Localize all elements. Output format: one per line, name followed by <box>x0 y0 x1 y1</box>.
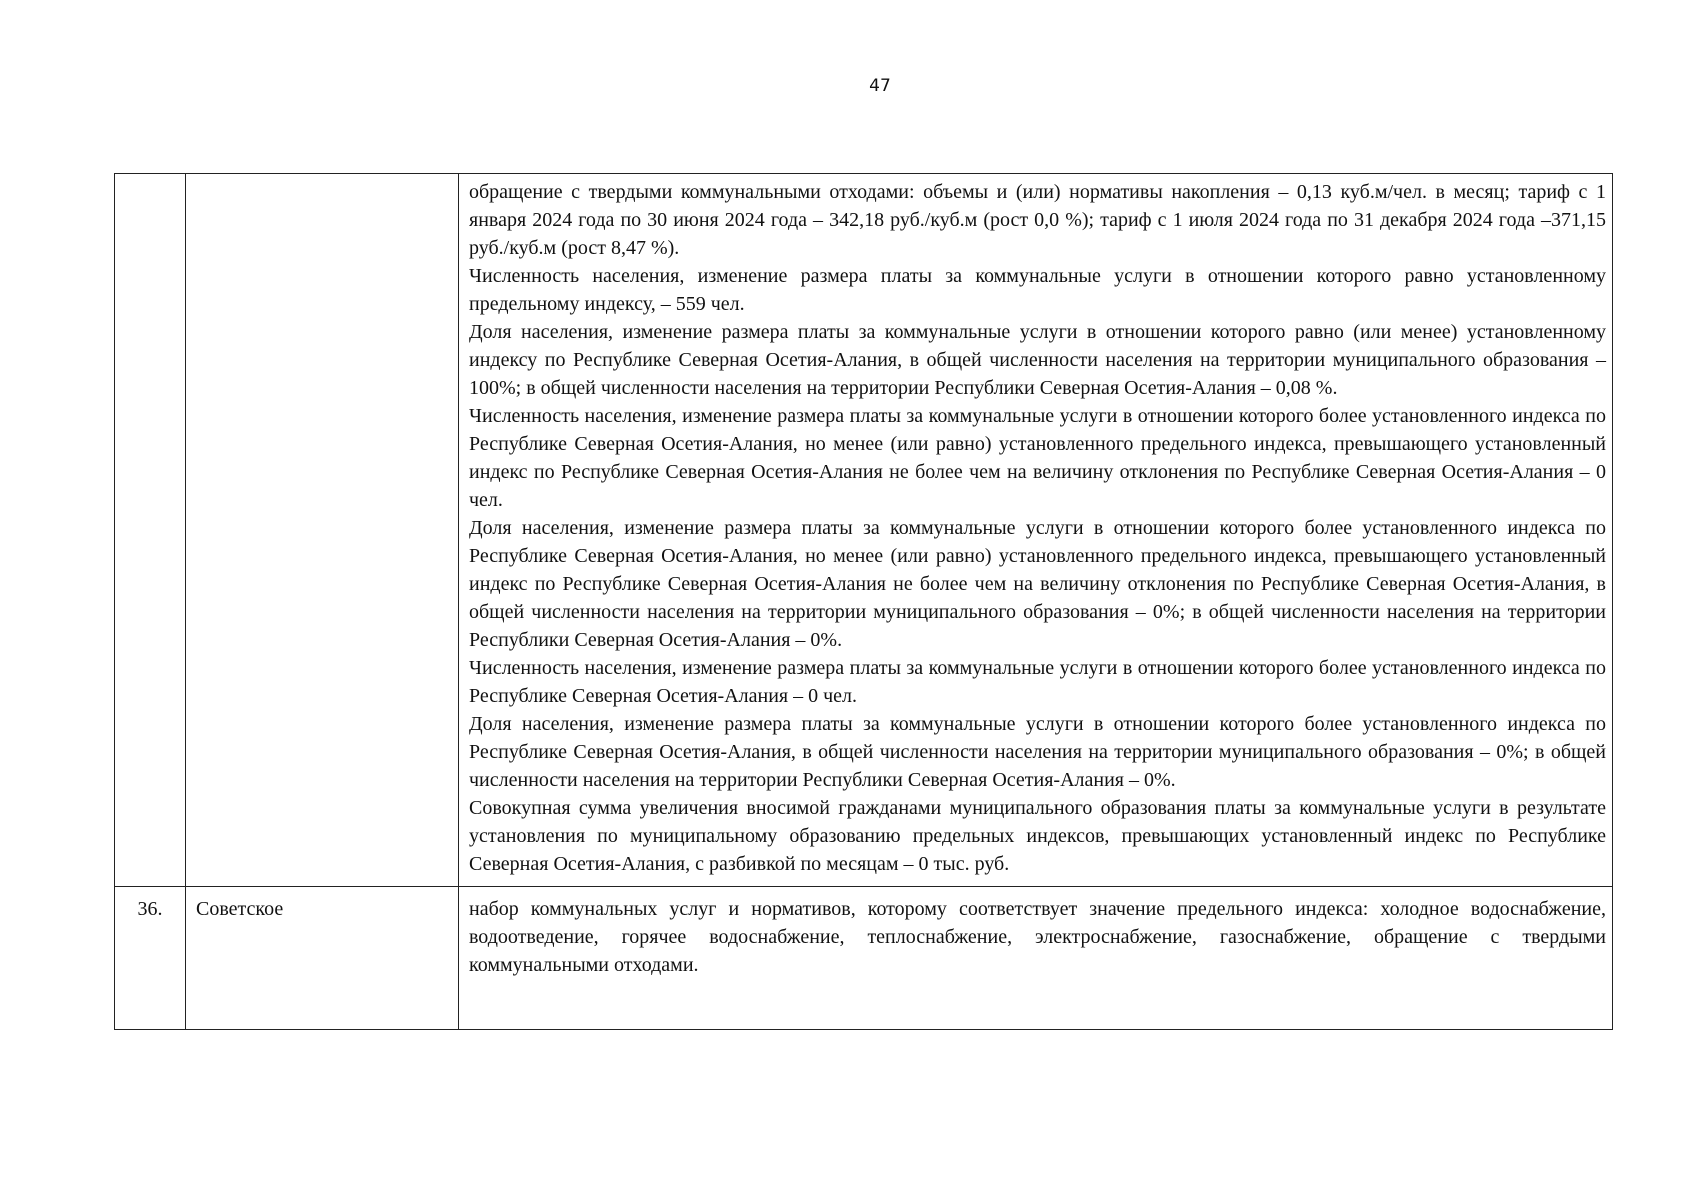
municipality-name-cell <box>186 174 459 887</box>
paragraph-population-equal-limit: Численность населения, изменение размера платы за коммунальные услуги в отношении которого равно установленному предельному индексу, – 559 чел. <box>469 265 1606 315</box>
paragraph-services-set: набор коммунальных услуг и нормативов, которому соответствует значение предельного индекса: холодное водоснабжение, водоотведение, горячее водоснабжение, теплоснабжение, электроснабжение, газоснабжение, обращение с твердыми коммунальными отходами. <box>469 898 1606 976</box>
paragraph-total-increase: Совокупная сумма увеличения вносимой гражданами муниципального образования платы за коммунальные услуги в результате установления по муниципальному образованию предельных индексов, превышающих установленный индекс по Республике Северная Осетия-Алания, с разбивкой по месяцам – 0 тыс. руб. <box>469 797 1606 875</box>
paragraph-msw-tariff: обращение с твердыми коммунальными отходами: объемы и (или) нормативы накопления – 0,13 куб.м/чел. в месяц; тариф с 1 января 2024 года по 30 июня 2024 года – 342,18 руб./куб.м (рост 0,0 %); тариф с 1 июля 2024 года по 31 декабря 2024 года –371,15 руб./куб.м (рост 8,47 %). <box>469 181 1606 259</box>
description-cell <box>459 174 1613 887</box>
paragraph-population-above-established: Численность населения, изменение размера платы за коммунальные услуги в отношении которого более установленного индекса по Республике Северная Осетия-Алания – 0 чел. <box>469 657 1606 707</box>
row-number-cell: 36. <box>115 887 186 1030</box>
municipality-name-cell: Советское <box>186 887 459 1030</box>
table-row <box>115 887 1613 1030</box>
page-number: 47 <box>869 76 891 96</box>
paragraph-share-above-index: Доля населения, изменение размера платы за коммунальные услуги в отношении которого более установленного индекса по Республике Северная Осетия-Алания, но менее (или равно) установленного предельного индекса, превышающего установленный индекс по Республике Северная Осетия-Алания не более чем на величину отклонения по Республике Северная Осетия-Алания, в общей численности населения на территории муниципального образования – 0%; в общей численности населения на территории Республики Северная Осетия-Алания – 0%. <box>469 517 1606 651</box>
row-number-cell <box>115 174 186 887</box>
table-row <box>115 174 1613 887</box>
paragraph-population-above-index: Численность населения, изменение размера платы за коммунальные услуги в отношении которого более установленного индекса по Республике Северная Осетия-Алания, но менее (или равно) установленного предельного индекса, превышающего установленный индекс по Республике Северная Осетия-Алания не более чем на величину отклонения по Республике Северная Осетия-Алания – 0 чел. <box>469 405 1606 511</box>
description-cell <box>459 887 1613 1030</box>
municipal-index-table <box>114 173 1613 1030</box>
paragraph-share-above-established: Доля населения, изменение размера платы за коммунальные услуги в отношении которого более установленного индекса по Республике Северная Осетия-Алания, в общей численности населения на территории муниципального образования – 0%; в общей численности населения на территории Республики Северная Осетия-Алания – 0%. <box>469 713 1606 791</box>
paragraph-share-equal-or-less: Доля населения, изменение размера платы за коммунальные услуги в отношении которого равно (или менее) установленному индексу по Республике Северная Осетия-Алания, в общей численности населения на территории муниципального образования – 100%; в общей численности населения на территории Республики Северная Осетия-Алания – 0,08 %. <box>469 321 1606 399</box>
